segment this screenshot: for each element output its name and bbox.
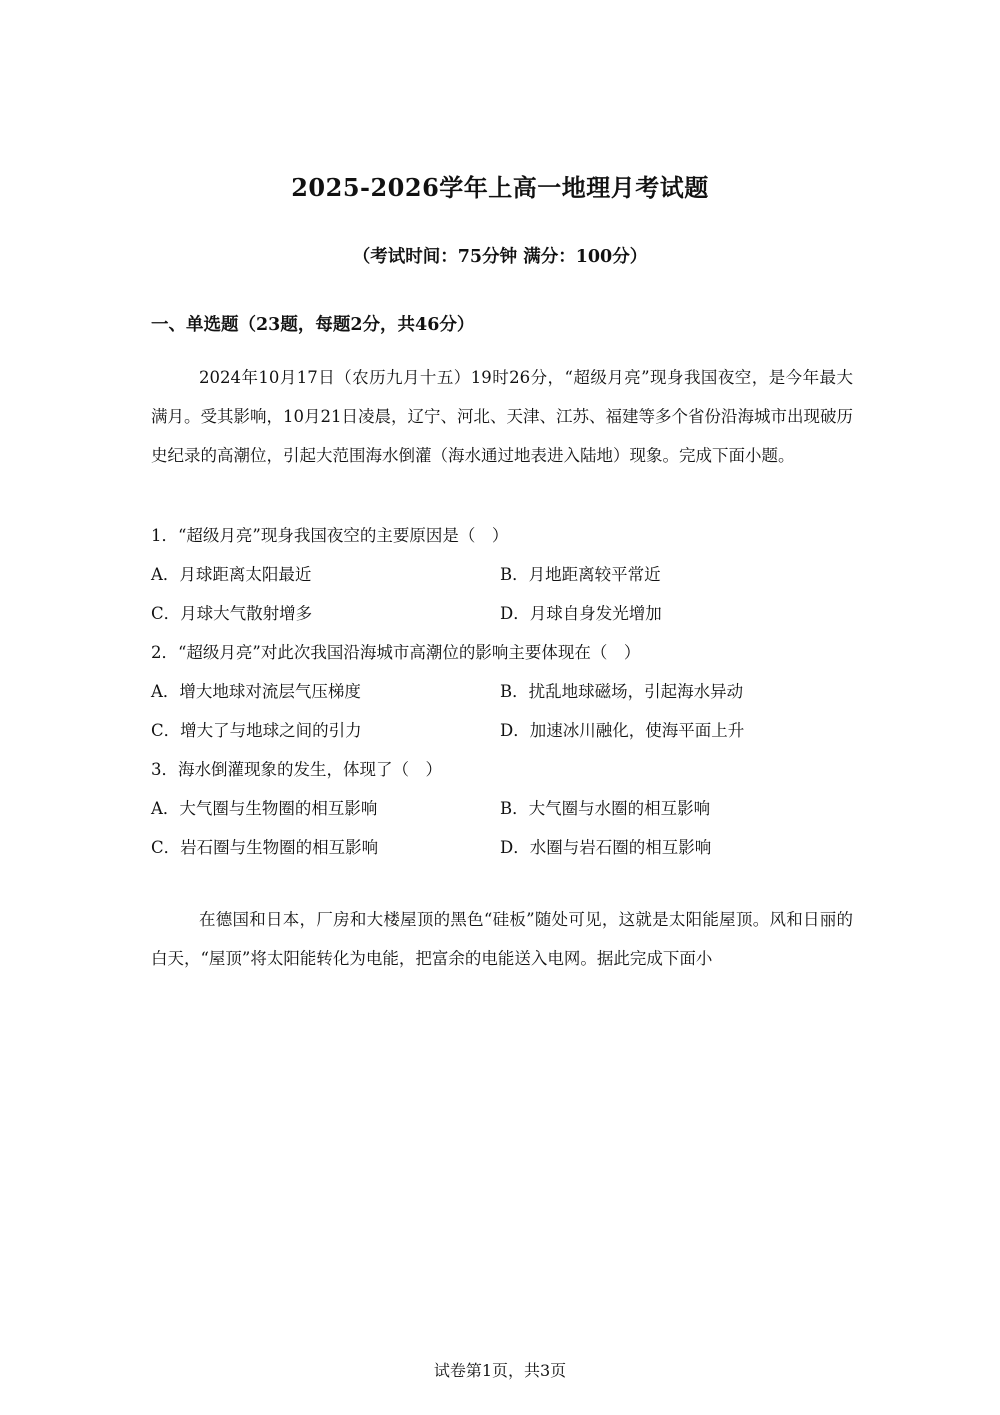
question-2-option-b: B．扰乱地球磁场，引起海水异动 — [500, 682, 744, 701]
question-3-option-b: B．大气圈与水圈的相互影响 — [500, 799, 711, 818]
reading-passage-1: 2024年10月17日（农历九月十五）19时26分，“超级月亮”现身我国夜空，是今年最大满月。受其影响，10月21日凌晨，辽宁、河北、天津、江苏、福建等多个省份沿海城市出现破历史纪录的高潮位，引起大范围海水倒灌（海水通过地表进入陆地）现象。完成下面小题。 — [151, 368, 853, 465]
question-1-option-d: D．月球自身发光增加 — [500, 604, 662, 623]
page-footer: 试卷第1页，共3页 — [433, 1361, 567, 1380]
page-title: 2025-2026学年上高一地理月考试题 — [291, 173, 709, 202]
question-2-option-c: C．增大了与地球之间的引力 — [151, 721, 362, 740]
exam-info: （考试时间：75分钟 满分：100分） — [352, 247, 648, 267]
question-2-option-a: A．增大地球对流层气压梯度 — [151, 682, 361, 701]
question-2-stem: 2．“超级月亮”对此次我国沿海城市高潮位的影响主要体现在（ ） — [151, 643, 641, 662]
question-1-stem: 1．“超级月亮”现身我国夜空的主要原因是（ ） — [151, 526, 509, 545]
question-3-option-a: A．大气圈与生物圈的相互影响 — [151, 799, 378, 818]
question-1-option-b: B．月地距离较平常近 — [500, 565, 661, 584]
question-3-option-d: D．水圈与岩石圈的相互影响 — [500, 838, 712, 857]
question-3-option-c: C．岩石圈与生物圈的相互影响 — [151, 838, 379, 857]
question-1-option-a: A．月球距离太阳最近 — [151, 565, 312, 584]
section-heading: 一、单选题（23题，每题2分，共46分） — [151, 315, 475, 335]
reading-passage-2: 在德国和日本，厂房和大楼屋顶的黑色“硅板”随处可见，这就是太阳能屋顶。风和日丽的白天，“屋顶”将太阳能转化为电能，把富余的电能送入电网。据此完成下面小 — [151, 910, 853, 968]
question-1-option-c: C．月球大气散射增多 — [151, 604, 313, 623]
question-2-option-d: D．加速冰川融化，使海平面上升 — [500, 721, 745, 740]
question-3-stem: 3．海水倒灌现象的发生，体现了（ ） — [151, 760, 442, 779]
